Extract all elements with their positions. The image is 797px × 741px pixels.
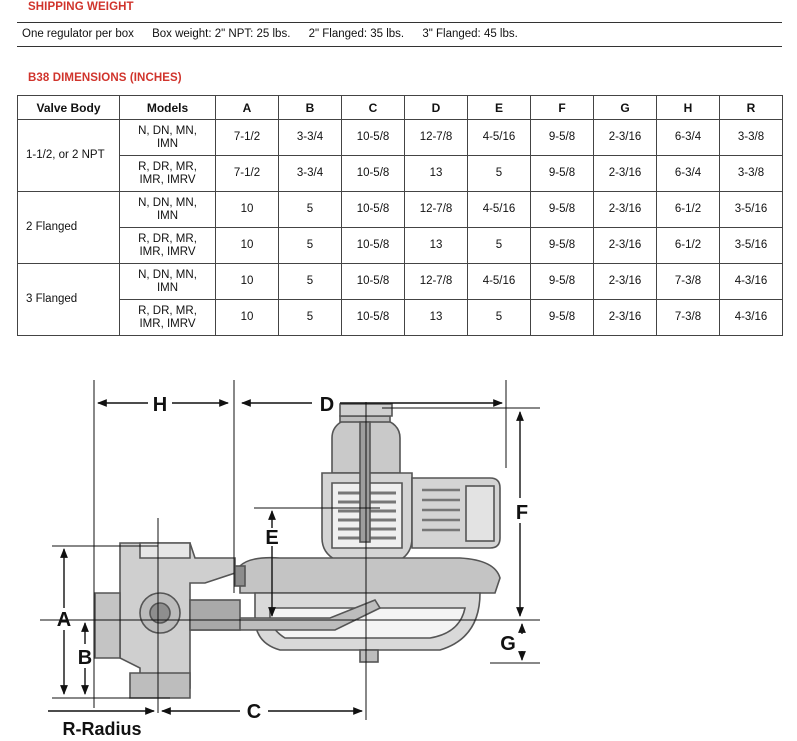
column-header: F — [531, 96, 594, 120]
label-d: D — [319, 394, 335, 416]
dimension-arrows — [48, 403, 522, 711]
dimension-value-cell: 3-5/16 — [720, 192, 783, 228]
table-row — [18, 300, 783, 336]
extension-lines — [40, 380, 540, 720]
dimension-value-cell: 10-5/8 — [342, 300, 405, 336]
table-row — [18, 120, 783, 156]
dimension-value-cell: 7-3/8 — [657, 300, 720, 336]
dimension-value-cell: 6-3/4 — [657, 120, 720, 156]
shipping-weight-row — [22, 28, 533, 40]
table-row — [18, 192, 783, 228]
shipping-item: Box weight: 2" NPT: 25 lbs. — [152, 28, 291, 40]
dimension-value-cell: 3-3/4 — [279, 120, 342, 156]
valve-body-cell: 2 Flanged — [18, 192, 120, 264]
models-line: N, DN, MN, — [138, 268, 197, 281]
dimension-value-cell: 6-3/4 — [657, 156, 720, 192]
label-c: C — [246, 701, 262, 723]
models-line: R, DR, MR, — [138, 304, 197, 317]
models-line: IMR, IMRV — [139, 317, 196, 330]
models-line: R, DR, MR, — [138, 232, 197, 245]
divider — [17, 46, 782, 47]
regulator-dimension-drawing — [40, 368, 560, 738]
dimension-value-cell: 9-5/8 — [531, 300, 594, 336]
dimension-value-cell: 5 — [468, 300, 531, 336]
dimension-value-cell: 6-1/2 — [657, 228, 720, 264]
valve-body-cell: 3 Flanged — [18, 264, 120, 336]
dimension-value-cell: 2-3/16 — [594, 300, 657, 336]
models-cell — [120, 192, 216, 228]
dimension-value-cell: 7-3/8 — [657, 264, 720, 300]
dimension-value-cell: 5 — [468, 228, 531, 264]
dimensions-title: B38 DIMENSIONS (INCHES) — [28, 72, 182, 84]
label-g: G — [500, 633, 516, 655]
models-line: IMN — [156, 281, 179, 294]
dimension-value-cell: 12-7/8 — [405, 264, 468, 300]
models-cell — [120, 228, 216, 264]
dimension-value-cell: 3-3/4 — [279, 156, 342, 192]
dimension-value-cell: 9-5/8 — [531, 120, 594, 156]
models-cell — [120, 120, 216, 156]
dimension-value-cell: 10-5/8 — [342, 264, 405, 300]
models-line: IMR, IMRV — [139, 245, 196, 258]
dimension-value-cell: 12-7/8 — [405, 120, 468, 156]
dimension-value-cell: 10-5/8 — [342, 156, 405, 192]
dimension-value-cell: 7-1/2 — [216, 156, 279, 192]
dimension-value-cell: 13 — [405, 156, 468, 192]
label-e: E — [265, 527, 279, 549]
models-line: IMR, IMRV — [139, 173, 196, 186]
dimension-value-cell: 4-5/16 — [468, 192, 531, 228]
shipping-item: 2" Flanged: 35 lbs. — [308, 28, 405, 40]
dimension-value-cell: 10 — [216, 264, 279, 300]
table-header-row — [18, 96, 783, 120]
column-header: B — [279, 96, 342, 120]
dimension-value-cell: 10-5/8 — [342, 120, 405, 156]
models-cell — [120, 300, 216, 336]
dimension-value-cell: 12-7/8 — [405, 192, 468, 228]
column-header: D — [405, 96, 468, 120]
shipping-item: 3" Flanged: 45 lbs. — [422, 28, 518, 40]
dimension-value-cell: 2-3/16 — [594, 264, 657, 300]
models-line: IMN — [156, 209, 179, 222]
regulator-body — [95, 404, 500, 698]
dimension-value-cell: 5 — [279, 300, 342, 336]
dimension-value-cell: 5 — [279, 192, 342, 228]
models-cell — [120, 156, 216, 192]
dimension-value-cell: 5 — [279, 264, 342, 300]
dimension-value-cell: 2-3/16 — [594, 120, 657, 156]
dimension-value-cell: 10 — [216, 300, 279, 336]
label-a: A — [56, 609, 72, 631]
divider — [17, 22, 782, 23]
dimension-value-cell: 3-3/8 — [720, 156, 783, 192]
valve-body-cell: 1-1/2, or 2 NPT — [18, 120, 120, 192]
dimension-value-cell: 3-5/16 — [720, 228, 783, 264]
column-header: A — [216, 96, 279, 120]
label-b: B — [77, 647, 93, 669]
dimension-value-cell: 4-5/16 — [468, 264, 531, 300]
models-line: R, DR, MR, — [138, 160, 197, 173]
column-header: Valve Body — [18, 96, 120, 120]
dimension-value-cell: 7-1/2 — [216, 120, 279, 156]
dimension-value-cell: 4-3/16 — [720, 300, 783, 336]
shipping-weight-title: SHIPPING WEIGHT — [28, 1, 134, 13]
table-row — [18, 228, 783, 264]
dimension-value-cell: 2-3/16 — [594, 228, 657, 264]
dimension-value-cell: 10-5/8 — [342, 228, 405, 264]
dimension-value-cell: 10 — [216, 228, 279, 264]
dimension-value-cell: 9-5/8 — [531, 156, 594, 192]
column-header: H — [657, 96, 720, 120]
column-header: G — [594, 96, 657, 120]
dimension-value-cell: 4-5/16 — [468, 120, 531, 156]
column-header: E — [468, 96, 531, 120]
dimension-value-cell: 3-3/8 — [720, 120, 783, 156]
column-header: C — [342, 96, 405, 120]
dimension-value-cell: 5 — [468, 156, 531, 192]
dimension-value-cell: 10 — [216, 192, 279, 228]
column-header: R — [720, 96, 783, 120]
shipping-item: One regulator per box — [22, 28, 134, 40]
dimension-value-cell: 9-5/8 — [531, 264, 594, 300]
dimension-value-cell: 9-5/8 — [531, 228, 594, 264]
dimension-value-cell: 2-3/16 — [594, 156, 657, 192]
dimension-value-cell: 5 — [279, 228, 342, 264]
dimension-value-cell: 6-1/2 — [657, 192, 720, 228]
label-r-radius: R-Radius — [62, 719, 142, 738]
models-cell — [120, 264, 216, 300]
column-header: Models — [120, 96, 216, 120]
dimension-value-cell: 13 — [405, 228, 468, 264]
models-line: N, DN, MN, — [138, 196, 197, 209]
table-row — [18, 264, 783, 300]
table-row — [18, 156, 783, 192]
models-line: IMN — [156, 137, 179, 150]
dimensions-table — [17, 95, 783, 336]
models-line: N, DN, MN, — [138, 124, 197, 137]
dimension-value-cell: 9-5/8 — [531, 192, 594, 228]
dimension-value-cell: 2-3/16 — [594, 192, 657, 228]
label-f: F — [515, 502, 529, 524]
dimension-value-cell: 13 — [405, 300, 468, 336]
label-h: H — [152, 394, 168, 416]
dimension-value-cell: 4-3/16 — [720, 264, 783, 300]
dimension-value-cell: 10-5/8 — [342, 192, 405, 228]
